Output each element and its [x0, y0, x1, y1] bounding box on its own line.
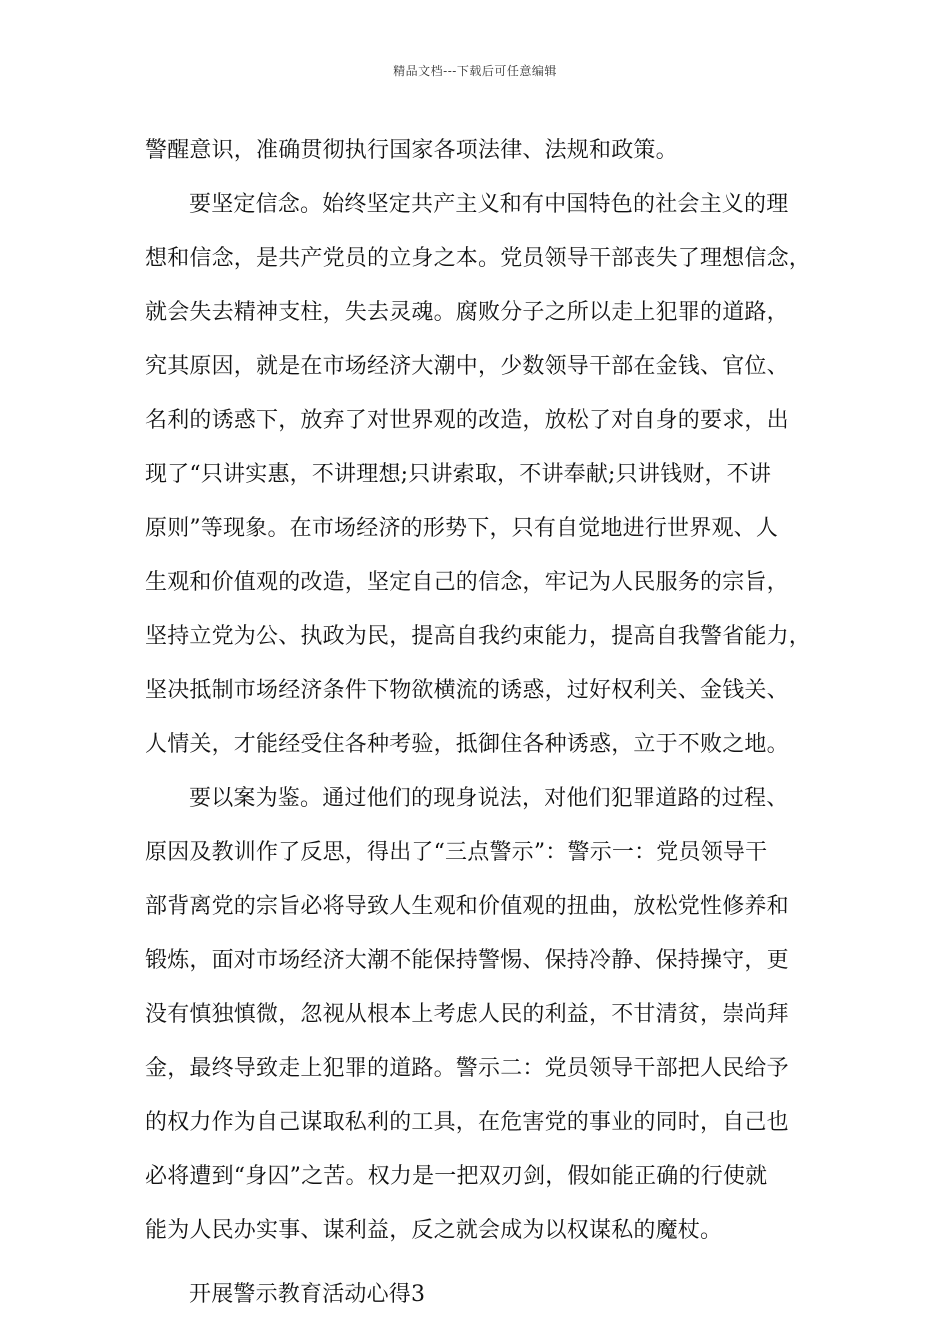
text-line: 想和信念，是共产党员的立身之本。党员领导干部丧失了理想信念， — [145, 246, 812, 271]
text-line: 原因及教训作了反思，得出了“三点警示”：警示一：党员领导干 — [145, 840, 768, 865]
text-line: 原则”等现象。在市场经济的形势下，只有自觉地进行世界观、人 — [145, 516, 779, 541]
text-line: 要坚定信念。始终坚定共产主义和有中国特色的社会主义的理 — [189, 192, 789, 217]
text-line: 究其原因，就是在市场经济大潮中，少数领导干部在金钱、官位、 — [145, 354, 789, 379]
document-body — [145, 124, 820, 1322]
text-line: 能为人民办实事、谋利益，反之就会成为以权谋私的魔杖。 — [145, 1218, 723, 1243]
text-line: 现了“只讲实惠，不讲理想;只讲索取，不讲奉献;只讲钱财，不讲 — [145, 462, 772, 487]
text-line: 要以案为鉴。通过他们的现身说法，对他们犯罪道路的过程、 — [189, 786, 789, 811]
text-line: 金，最终导致走上犯罪的道路。警示二：党员领导干部把人民给予 — [145, 1056, 789, 1081]
text-line: 必将遭到“身囚”之苦。权力是一把双刃剑，假如能正确的行使就 — [145, 1164, 768, 1189]
text-line: 锻炼，面对市场经济大潮不能保持警惕、保持冷静、保持操守，更 — [145, 948, 789, 973]
text-line: 部背离党的宗旨必将导致人生观和价值观的扭曲，放松党性修养和 — [145, 894, 789, 919]
text-line: 人情关，才能经受住各种考验，抵御住各种诱惑，立于不败之地。 — [145, 732, 789, 757]
text-line: 名利的诱惑下，放弃了对世界观的改造，放松了对自身的要求，出 — [145, 408, 789, 433]
text-line: 生观和价值观的改造，坚定自己的信念，牢记为人民服务的宗旨， — [145, 570, 789, 595]
text-line: 就会失去精神支柱，失去灵魂。腐败分子之所以走上犯罪的道路， — [145, 300, 789, 325]
section-heading: 开展警示教育活动心得3 — [189, 1282, 426, 1307]
text-line: 没有慎独慎微，忽视从根本上考虑人民的利益，不甘清贫，崇尚拜 — [145, 1002, 789, 1027]
text-line: 坚决抵制市场经济条件下物欲横流的诱惑，过好权利关、金钱关、 — [145, 678, 789, 703]
text-line: 的权力作为自己谋取私利的工具，在危害党的事业的同时，自己也 — [145, 1110, 789, 1135]
text-line: 警醒意识，准确贯彻执行国家各项法律、法规和政策。 — [145, 138, 678, 163]
text-line: 坚持立党为公、执政为民，提高自我约束能力，提高自我警省能力， — [145, 624, 812, 649]
page-header: 精品文档---下载后可任意编辑 — [393, 64, 557, 78]
